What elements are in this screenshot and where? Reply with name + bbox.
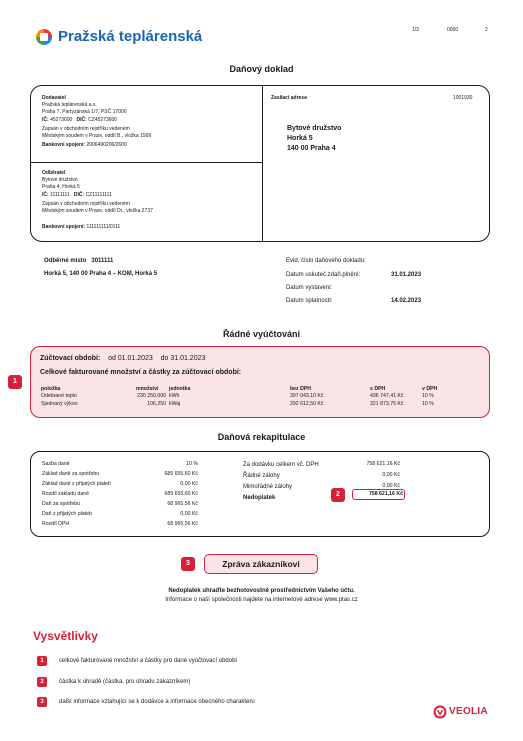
message-badge: 3 (181, 557, 195, 571)
date-label: Evid. číslo daňového dokladu: (286, 258, 366, 264)
dic-value: CZ45273600 (88, 117, 118, 123)
date-label: Datum vystavení: (286, 285, 333, 291)
brand-logo (35, 28, 53, 46)
underpay-badge: 2 (331, 488, 345, 502)
table-cell: 10 % (422, 401, 434, 407)
recap-value: 758 621,16 Kč (366, 461, 400, 467)
billing-badge: 1 (8, 375, 22, 389)
recap-label: Základ daně z přijatých plateb (42, 481, 111, 487)
legend-badge: 3 (37, 697, 47, 707)
veolia-logo-icon (433, 705, 447, 719)
delivery-label: Odběrné místo (44, 258, 87, 264)
customer-line: Bytové družstvo (42, 177, 78, 183)
doc-title: Daňový doklad (229, 64, 294, 74)
recap-value: 689 655,60 Kč (164, 491, 198, 497)
table-cell: 321 873,75 Kč (370, 401, 404, 407)
table-cell: 292 612,50 Kč (290, 401, 324, 407)
legend-badge: 2 (37, 677, 47, 687)
supplier-line: Pražská teplárenská a.s. (42, 102, 97, 108)
date-label: Datum uskuteč.zdaň.plnění: (286, 272, 361, 278)
shipping-line: 140 00 Praha 4 (287, 145, 336, 152)
date-label: Datum splatnosti: (286, 298, 333, 304)
recap-title: Daňová rekapitulace (217, 432, 306, 442)
recap-label: Daň z přijatých plateb (42, 511, 92, 517)
supplier-bank (42, 142, 127, 149)
recap-label: Rozdíl DPH (42, 521, 70, 527)
recap-value: 68 965,56 Kč (167, 521, 198, 527)
delivery-address: Horká 5, 140 00 Praha 4 – KOM, Horká 5 (44, 271, 158, 277)
customer-ids (42, 192, 112, 199)
brand-name: Pražská teplárenská (58, 28, 203, 45)
dic-label: DIČ: (76, 117, 87, 123)
shipping-heading: Zasílací adresa (271, 95, 307, 101)
recap-label: Sazba daně (42, 461, 70, 467)
period-to: do 31.01.2023 (160, 355, 206, 362)
parties-vdivider (262, 85, 263, 242)
supplier-line: Praha 7, Partyzánská 1/7, PSČ 17000 (42, 109, 127, 115)
delivery-id: 3011111 (91, 258, 114, 264)
recap-label: Řádné zálohy (243, 473, 280, 479)
legend-text: částka k úhradě (částka, pro úhradu zákazníkem) (59, 679, 191, 685)
col-header: s DPH (370, 386, 386, 392)
supplier-heading: Dodavatel (42, 95, 66, 101)
table-cell: Odebrané teplo (41, 393, 77, 399)
date-value: 14.02.2023 (391, 298, 422, 304)
recap-label: Za dodávku celkem vč. DPH (243, 462, 319, 468)
bank-label: Bankovní spojení: (42, 142, 86, 148)
billing-period (40, 354, 205, 363)
ic-value: 11111111 (50, 192, 70, 198)
date-value: 31.01.2023 (391, 272, 422, 278)
table-cell: 397 043,10 Kč (290, 393, 324, 399)
shipping-line: Horká 5 (287, 135, 313, 142)
bank-value: 2006490206/2600 (86, 142, 127, 148)
customer-reg: Zapsán v obchodním rejstříku vedeném (42, 201, 130, 207)
recap-value: 0,00 Kč (382, 472, 400, 478)
legend-text: celkové fakturované množství a částky pro dané vyúčtovací období (59, 658, 238, 664)
recap-value: 68 965,56 Kč (167, 501, 198, 507)
customer-line: Praha 4, Horká 5 (42, 184, 80, 190)
supplier-ids (42, 117, 117, 124)
table-cell: kWh (169, 393, 180, 399)
col-header: bez DPH (290, 386, 312, 392)
doc-code: 0000 (447, 27, 459, 33)
customer-bank (42, 224, 120, 231)
recap-value: 10 % (186, 461, 198, 467)
bank-value: 111111111/0111 (86, 224, 121, 230)
parties-hdivider (30, 162, 263, 163)
period-from: od 01.01.2023 (108, 355, 153, 362)
doc-num: 2 (485, 27, 488, 33)
shipping-line: Bytové družstvo (287, 125, 342, 132)
table-cell: 436 747,41 Kč (370, 393, 404, 399)
recap-value: 0,00 Kč (382, 483, 400, 489)
dic-value: CZ11111111 (85, 192, 112, 198)
col-header: množství (136, 386, 159, 392)
message-line2: Informace o naší společnosti najdete na internetové adrese www.ptas.cz (165, 597, 358, 603)
table-cell: 106,250 (147, 401, 166, 407)
ic-label: IČ: (42, 192, 49, 198)
recap-value: 0,00 Kč (180, 481, 198, 487)
legend-badge: 1 (37, 656, 47, 666)
message-button[interactable]: Zpráva zákazníkovi (204, 554, 318, 574)
recap-value: 0,00 Kč (180, 511, 198, 517)
table-cell: Sjednaný výkon (41, 401, 78, 407)
period-label: Zúčtovací období: (40, 355, 101, 362)
page-indicator: 1/3 (412, 27, 419, 33)
table-cell: kWaj (169, 401, 181, 407)
underpay-label: Nedoplatek (243, 495, 276, 501)
recap-label: Rozdíl základu daně (42, 491, 90, 497)
recap-value: 689 655,60 Kč (164, 471, 198, 477)
shipping-number: 1001930 (453, 95, 473, 101)
table-cell: 10 % (422, 393, 434, 399)
legend-title: Vysvětlivky (33, 629, 98, 643)
underpay-value: 758 621,16 Kč (368, 491, 403, 497)
recap-label: Daň za spotřebu (42, 501, 81, 507)
bank-label: Bankovní spojení: (42, 224, 86, 230)
ic-label: IČ: (42, 117, 49, 123)
customer-reg: Městským soudem v Praze, oddíl Dr., vložka 2737 (42, 208, 153, 214)
legend-text: další informace vztahující se k dodávce a informace obecného charakteru (59, 699, 255, 705)
supplier-reg: Městským soudem v Praze, oddíl B., vložka 1509 (42, 133, 152, 139)
message-line1: Nedoplatek uhraďte bezhotovostně prostřednictvím Vašeho účtu. (168, 588, 355, 594)
dic-label: DIČ: (73, 192, 85, 198)
billing-title: Řádné vyúčtování (222, 329, 301, 339)
billing-subtitle: Celkové fakturované množství a částky za zúčtovací období: (40, 369, 242, 376)
recap-label: Mimořádné zálohy (243, 484, 293, 490)
ic-value: 45273600 (50, 117, 73, 123)
col-header: položka (41, 386, 61, 392)
table-cell: 230 250,000 (137, 393, 166, 399)
recap-label: Základ daně za spotřebu (42, 471, 100, 477)
col-header: v DPH (422, 386, 438, 392)
veolia-logo-text: VEOLIA (449, 706, 489, 717)
supplier-reg: Zapsán v obchodním rejstříku vedeném (42, 126, 130, 132)
customer-heading: Odběratel (42, 170, 66, 176)
col-header: jednotka (169, 386, 191, 392)
delivery-point (44, 257, 113, 265)
